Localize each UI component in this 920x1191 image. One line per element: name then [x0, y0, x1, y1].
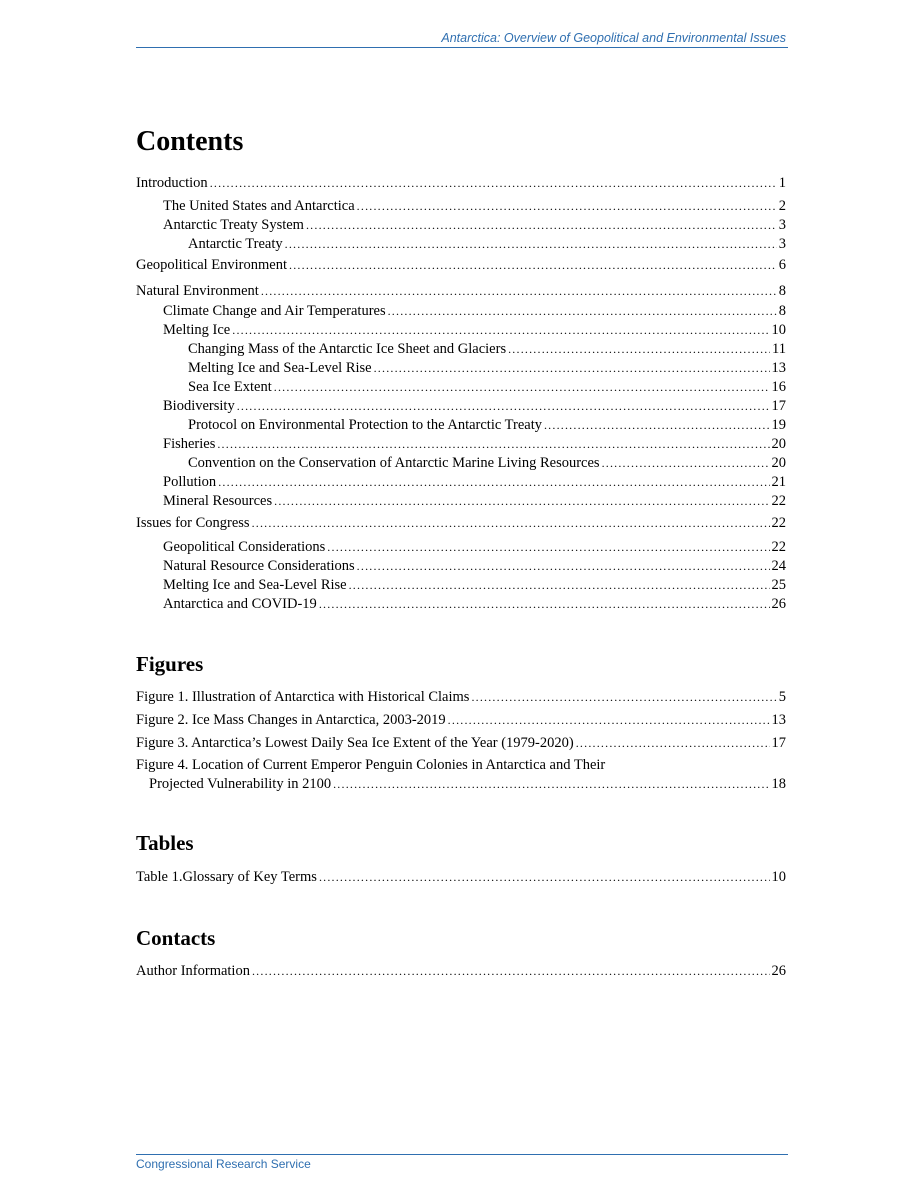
toc-entry-geopolitical-environment[interactable]: Geopolitical Environment ..... 6 [136, 256, 786, 275]
footer-source: Congressional Research Service [136, 1157, 311, 1171]
toc-entry-fisheries[interactable]: Fisheries ..... 20 [136, 435, 786, 454]
toc-entry-protocol-environmental-protection[interactable]: Protocol on Environmental Protection to the Antarctic Treaty ..... 19 [136, 416, 786, 435]
toc-entry-climate-change[interactable]: Climate Change and Air Temperatures ..... 8 [136, 302, 786, 321]
toc-entry-biodiversity[interactable]: Biodiversity ..... 17 [136, 397, 786, 416]
toc-entry-melting-ice[interactable]: Melting Ice ..... 10 [136, 321, 786, 340]
toc-entry-antarctic-treaty-system[interactable]: Antarctic Treaty System ..... 3 [136, 216, 786, 235]
toc-entry-pollution[interactable]: Pollution ..... 21 [136, 473, 786, 492]
figure-entry-3[interactable]: Figure 3. Antarctica’s Lowest Daily Sea Ice Extent of the Year (1979-2020) ..... 17 [136, 734, 786, 753]
toc-entry-melting-ice-sea-level-congress[interactable]: Melting Ice and Sea-Level Rise ..... 25 [136, 576, 786, 595]
toc-entry-introduction[interactable]: Introduction ..... 1 [136, 174, 786, 193]
toc-entry-changing-mass[interactable]: Changing Mass of the Antarctic Ice Sheet and Glaciers ..... 11 [136, 340, 786, 359]
toc-entry-natural-resource-considerations[interactable]: Natural Resource Considerations ..... 24 [136, 557, 786, 576]
contact-entry-author-information[interactable]: Author Information ..... 26 [136, 962, 786, 981]
toc-entry-antarctica-covid[interactable]: Antarctica and COVID-19 ..... 26 [136, 595, 786, 614]
figures-heading: Figures [136, 652, 204, 676]
toc-entry-mineral-resources[interactable]: Mineral Resources ..... 22 [136, 492, 786, 511]
toc-entry-melting-ice-sea-level[interactable]: Melting Ice and Sea-Level Rise ..... 13 [136, 359, 786, 378]
toc-entry-geopolitical-considerations[interactable]: Geopolitical Considerations ..... 22 [136, 538, 786, 557]
contacts-heading: Contacts [136, 926, 216, 950]
toc-entry-issues-for-congress[interactable]: Issues for Congress ..... 22 [136, 514, 786, 533]
toc-entry-sea-ice-extent[interactable]: Sea Ice Extent ..... 16 [136, 378, 786, 397]
running-title: Antarctica: Overview of Geopolitical and Environmental Issues [441, 31, 786, 45]
toc-entry-us-and-antarctica[interactable]: The United States and Antarctica ..... 2 [136, 197, 786, 216]
figure-entry-2[interactable]: Figure 2. Ice Mass Changes in Antarctica, 2003-2019 ..... 13 [136, 711, 786, 730]
toc-entry-natural-environment[interactable]: Natural Environment ..... 8 [136, 282, 786, 301]
contents-heading: Contents [136, 126, 244, 157]
figure-entry-4-line1[interactable]: Figure 4. Location of Current Emperor Penguin Colonies in Antarctica and Their [136, 757, 606, 773]
table-entry-1[interactable]: Table 1.Glossary of Key Terms ..... 10 [136, 868, 786, 887]
figure-entry-4-line2[interactable]: Projected Vulnerability in 2100 ..... 18 [136, 775, 786, 794]
toc-entry-convention-marine-resources[interactable]: Convention on the Conservation of Antarctic Marine Living Resources ..... 20 [136, 454, 786, 473]
tables-heading: Tables [136, 831, 194, 855]
toc-entry-antarctic-treaty[interactable]: Antarctic Treaty ..... 3 [136, 235, 786, 254]
figure-entry-1[interactable]: Figure 1. Illustration of Antarctica with Historical Claims ..... 5 [136, 688, 786, 707]
running-header [136, 31, 788, 48]
page-footer [136, 1154, 788, 1171]
